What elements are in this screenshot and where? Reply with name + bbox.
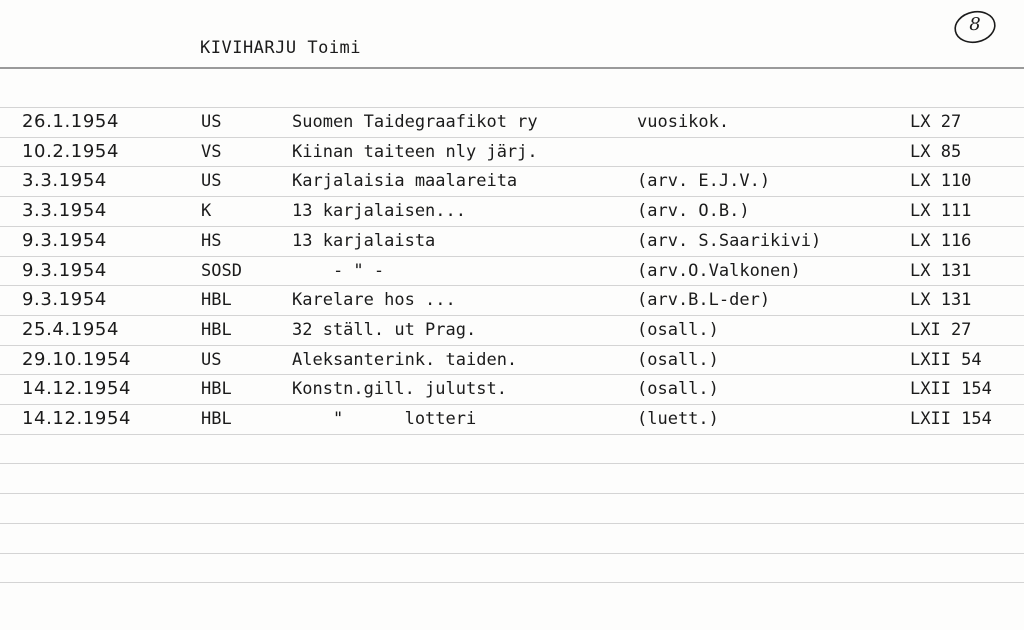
card-heading: KIVIHARJU Toimi	[200, 38, 362, 58]
ruled-line	[0, 553, 1024, 554]
entry-reference: LX 131	[910, 260, 972, 281]
entry-row	[0, 230, 1024, 260]
entry-title: Konstn.gill. julutst.	[292, 379, 507, 400]
entry-reference: LXII 54	[910, 349, 982, 370]
entry-paper: HBL	[201, 319, 232, 340]
entry-title: 13 karjalaista	[292, 230, 436, 251]
entry-date: 26.1.1954	[22, 111, 120, 132]
entry-title: " lotteri	[292, 409, 477, 429]
entry-reference: LX 116	[910, 230, 972, 251]
entry-date: 3.3.1954	[22, 200, 107, 222]
entry-note: (osall.)	[637, 319, 719, 340]
entry-row	[0, 111, 1024, 141]
entry-row	[0, 141, 1024, 171]
entry-paper: K	[201, 201, 212, 222]
entry-note: (luett.)	[637, 409, 719, 429]
ruled-line	[0, 582, 1024, 583]
entry-row	[0, 170, 1024, 200]
entry-note: (osall.)	[637, 379, 719, 400]
entry-row	[0, 408, 1024, 438]
entry-date: 9.3.1954	[22, 289, 107, 311]
entry-date: 9.3.1954	[22, 229, 107, 251]
entry-note: (arv. S.Saarikivi)	[637, 230, 822, 251]
entry-reference: LX 85	[910, 141, 962, 162]
entry-row	[0, 349, 1024, 379]
entry-title: 32 ställ. ut Prag.	[292, 319, 477, 340]
entry-paper: HBL	[201, 379, 232, 400]
entry-paper: HBL	[201, 290, 232, 311]
entry-paper: HBL	[201, 409, 232, 429]
entry-note: (osall.)	[637, 349, 719, 370]
entry-row	[0, 200, 1024, 230]
entry-title: Aleksanterink. taiden.	[292, 349, 518, 370]
entry-note: vuosikok.	[637, 112, 730, 132]
entry-reference: LX 110	[910, 171, 972, 192]
entry-row	[0, 378, 1024, 408]
ruled-line	[0, 463, 1024, 464]
entry-note: (arv.B.L-der)	[637, 290, 771, 311]
entry-title: Suomen Taidegraafikot ry	[292, 112, 538, 132]
header-rule	[0, 67, 1024, 69]
entry-note: (arv. E.J.V.)	[637, 171, 771, 192]
entry-reference: LXI 27	[910, 319, 972, 340]
entry-reference: LXII 154	[910, 409, 992, 429]
entry-title: Karjalaisia maalareita	[292, 171, 518, 192]
entry-reference: LXII 154	[910, 379, 992, 400]
entry-paper: US	[201, 349, 222, 370]
entry-title: Kiinan taiteen nly järj.	[292, 141, 538, 162]
entry-date: 3.3.1954	[22, 170, 107, 192]
entry-reference: LX 27	[910, 112, 962, 132]
entry-paper: US	[201, 171, 222, 192]
entry-paper: HS	[201, 230, 222, 251]
card-number-circle	[952, 8, 998, 46]
entry-row	[0, 289, 1024, 319]
entry-date: 14.12.1954	[22, 408, 132, 429]
entry-date: 9.3.1954	[22, 259, 107, 281]
entry-title: Karelare hos ...	[292, 290, 456, 311]
entry-row	[0, 260, 1024, 290]
entry-reference: LX 111	[910, 201, 972, 222]
entry-row	[0, 319, 1024, 349]
entry-reference: LX 131	[910, 290, 972, 311]
entry-date: 10.2.1954	[22, 140, 120, 162]
ruled-line	[0, 107, 1024, 108]
entry-paper: VS	[201, 141, 222, 162]
entry-title: 13 karjalaisen...	[292, 201, 466, 222]
ruled-line	[0, 493, 1024, 494]
entry-date: 14.12.1954	[22, 378, 132, 400]
entry-paper: US	[201, 112, 222, 132]
entry-paper: SOSD	[201, 260, 242, 281]
entry-note: (arv. O.B.)	[637, 201, 750, 222]
entry-date: 25.4.1954	[22, 318, 120, 340]
entry-note: (arv.O.Valkonen)	[637, 260, 801, 281]
ruled-line	[0, 523, 1024, 524]
entry-title: - " -	[292, 260, 385, 281]
entry-date: 29.10.1954	[22, 348, 132, 370]
card-number: 8	[969, 14, 981, 35]
